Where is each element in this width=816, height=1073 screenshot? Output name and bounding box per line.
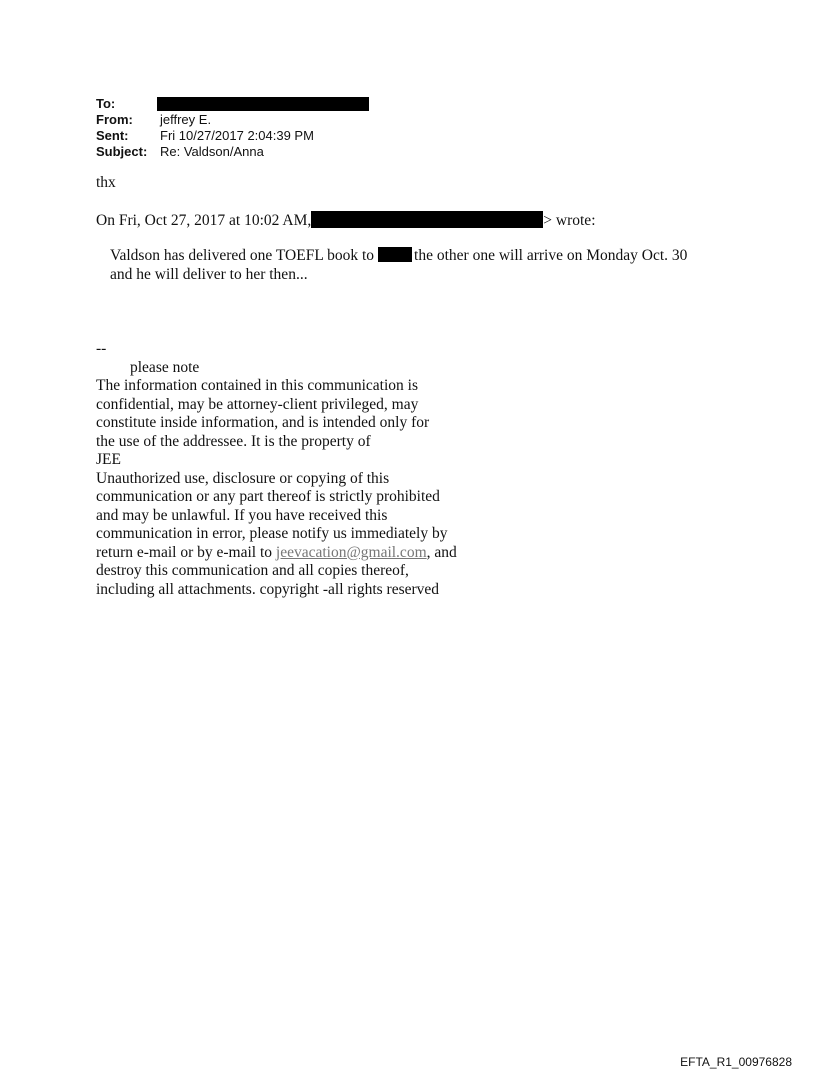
notice-line: including all attachments. copyright -all rights reserved	[96, 580, 440, 598]
from-label: From:	[96, 112, 133, 127]
reply-text: thx	[96, 174, 116, 191]
quoted-line-2: and he will deliver to her then...	[110, 265, 308, 283]
email-line-suffix: , and	[426, 543, 457, 561]
notice-line: destroy this communication and all copies thereof,	[96, 562, 409, 579]
quoted-line-1-after: the other one will arrive on Monday Oct. 30	[414, 247, 688, 264]
quote-intro-prefix: On Fri, Oct 27, 2017 at 10:02 AM,	[96, 212, 312, 229]
quote-intro-suffix: > wrote:	[543, 212, 596, 229]
notice-line: confidential, may be attorney-client privileged, may	[96, 395, 419, 413]
confidentiality-notice	[96, 377, 457, 599]
to-label: To:	[96, 96, 116, 111]
subject-value: Re: Valdson/Anna	[160, 144, 264, 159]
sent-label: Sent:	[96, 128, 129, 143]
email-link[interactable]: jeevacation@gmail.com	[275, 543, 427, 561]
subject-label: Subject:	[96, 144, 148, 159]
quoted-line-1	[110, 247, 687, 266]
notice-line: communication in error, please notify us immediately by	[96, 525, 448, 542]
notice-line: constitute inside information, and is intended only for	[96, 414, 430, 431]
quote-intro	[96, 211, 596, 231]
redacted-name	[378, 247, 412, 262]
document-id: EFTA_R1_00976828	[680, 1055, 792, 1069]
email-line-prefix: return e-mail or by e-mail to	[96, 543, 276, 561]
quoted-message	[110, 247, 687, 284]
notice-line: The information contained in this communication is	[96, 377, 418, 394]
notice-line: JEE	[96, 451, 121, 468]
notice-line: the use of the addressee. It is the property of	[96, 432, 371, 450]
notice-email-line	[96, 544, 457, 563]
sent-value: Fri 10/27/2017 2:04:39 PM	[160, 128, 314, 143]
notice-line: communication or any part thereof is strictly prohibited	[96, 488, 440, 505]
from-value: jeffrey E.	[160, 112, 212, 127]
notice-line: and may be unlawful. If you have received this	[96, 506, 388, 524]
quoted-line-1-before: Valdson has delivered one TOEFL book to	[110, 247, 375, 264]
signature-note: please note	[130, 359, 200, 376]
notice-line: Unauthorized use, disclosure or copying of this	[96, 469, 390, 487]
signature-separator: --	[96, 340, 107, 357]
redacted-recipient	[157, 97, 369, 111]
redacted-sender	[311, 211, 543, 228]
